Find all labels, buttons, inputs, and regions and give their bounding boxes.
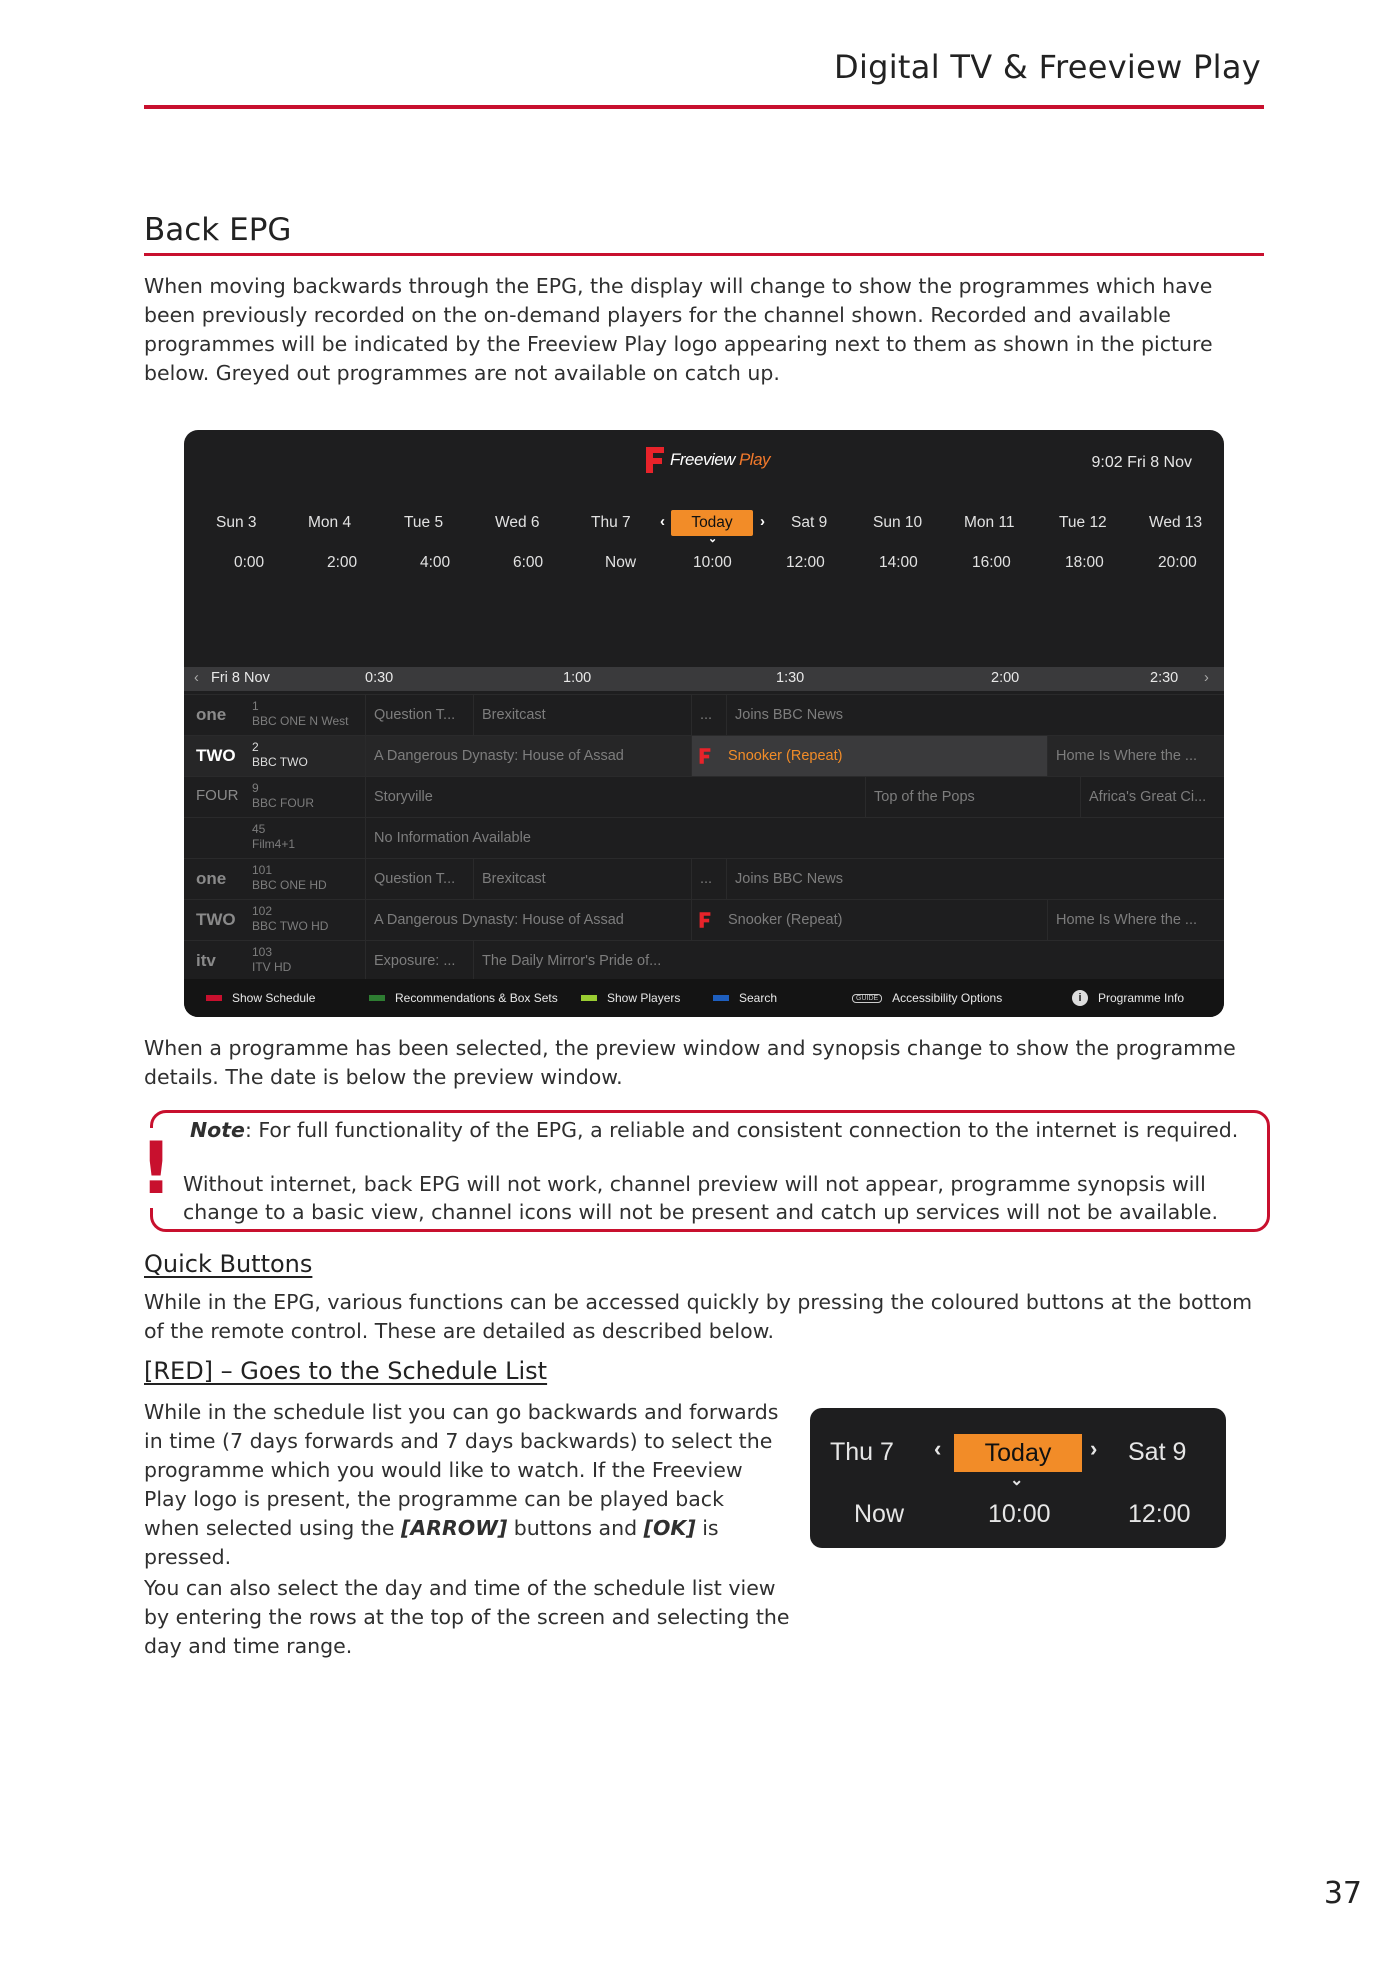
programme-cell[interactable]: Storyville (365, 777, 865, 817)
day-thu7[interactable]: Thu 7 (591, 514, 631, 531)
channel-id: 101 BBC ONE HD (252, 863, 327, 892)
programme-cell[interactable]: Top of the Pops (865, 777, 1080, 817)
chevron-left-icon[interactable]: ‹ (660, 513, 665, 530)
time-1000[interactable]: 10:00 (693, 554, 732, 571)
day-today[interactable]: Today (671, 510, 753, 536)
channel-logo: one (196, 869, 227, 888)
warning-exclamation-icon: ! (139, 1126, 173, 1210)
programme-cell[interactable]: Snooker (Repeat) (691, 900, 1047, 940)
chevron-right-icon[interactable]: › (760, 513, 765, 530)
channel-id: 45 Film4+1 (252, 822, 296, 851)
day-tue5[interactable]: Tue 5 (404, 514, 444, 531)
channel-id: 1 BBC ONE N West (252, 699, 349, 728)
mini-today-pill: Today (954, 1434, 1082, 1472)
logo-text-play: Play (738, 450, 771, 469)
grid-next-icon[interactable]: › (1204, 670, 1209, 686)
section-title: Back EPG (144, 212, 292, 248)
time-1200[interactable]: 12:00 (786, 554, 825, 571)
day-wed6[interactable]: Wed 6 (495, 514, 540, 531)
day-sun3[interactable]: Sun 3 (216, 514, 257, 531)
programme-cell[interactable]: Brexitcast (473, 695, 691, 735)
day-mon4[interactable]: Mon 4 (308, 514, 352, 531)
time-now[interactable]: Now (605, 554, 637, 571)
time-1400[interactable]: 14:00 (879, 554, 918, 571)
programme-cell[interactable]: Question T... (365, 859, 473, 899)
channel-logo: itv (196, 951, 216, 970)
note-line-2: Without internet, back EPG will not work, channel preview will not appear, programme synopsis will change to a basic view, channel icons will not be present and catch up services will not be available. (183, 1172, 1219, 1224)
mini-time-1000: 10:00 (988, 1500, 1051, 1528)
time-2000[interactable]: 20:00 (1158, 554, 1197, 571)
schedule-day-selector-image (810, 1408, 1226, 1548)
mini-time-1200: 12:00 (1128, 1500, 1191, 1528)
note-label: Note (190, 1118, 245, 1142)
grid-date: Fri 8 Nov (211, 670, 270, 686)
programme-cell[interactable]: Joins BBC News (726, 695, 1224, 735)
legend-blue[interactable]: Search (713, 992, 777, 1004)
epg-footer-legend (184, 979, 1224, 1017)
channel-row[interactable] (184, 899, 1224, 940)
legend-yellow[interactable]: Show Players (581, 992, 680, 1004)
logo-text-freeview: Freeview (670, 450, 735, 469)
channel-row[interactable] (184, 776, 1224, 817)
programme-cell[interactable]: The Daily Mirror's Pride of... (473, 941, 1224, 981)
programme-cell[interactable]: ... (691, 859, 726, 899)
programme-cell[interactable]: Home Is Where the ... (1047, 736, 1224, 776)
guide-key-icon: GUIDE (852, 994, 882, 1003)
programme-cell[interactable]: Exposure: ... (365, 941, 473, 981)
channel-id: 9 BBC FOUR (252, 781, 315, 810)
legend-accessibility[interactable]: GUIDE Accessibility Options (852, 992, 1002, 1004)
time-0000[interactable]: 0:00 (234, 554, 265, 571)
channel-row-selected[interactable] (184, 735, 1224, 776)
red-button-paragraph-2: You can also select the day and time of the schedule list view by entering the rows at the top of the screen and selecting the day and time range. (144, 1576, 790, 1658)
programme-cell[interactable]: Joins BBC News (726, 859, 1224, 899)
grid-time: 2:30 (1150, 670, 1179, 686)
channel-row[interactable] (184, 817, 1224, 858)
time-0600[interactable]: 6:00 (513, 554, 544, 571)
chevron-down-icon: ⌄ (708, 533, 718, 545)
programme-cell[interactable]: No Information Available (365, 818, 1224, 858)
day-sat9[interactable]: Sat 9 (791, 514, 828, 531)
day-mon11[interactable]: Mon 11 (964, 514, 1015, 531)
note-line-1: : For full functionality of the EPG, a reliable and consistent connection to the internet is required. (244, 1118, 1239, 1142)
day-tue12[interactable]: Tue 12 (1059, 514, 1107, 531)
intro-paragraph: When moving backwards through the EPG, the display will change to show the programmes which have been previously recorded on the on-demand players for the channel shown. Recorded and available programmes will be indicated by the Freeview Play logo appearing next to them as shown in the picture below. Greyed out programmes are not available on catch up. (144, 274, 1213, 385)
info-icon: i (1072, 990, 1088, 1006)
programme-cell[interactable]: A Dangerous Dynasty: House of Assad (365, 900, 691, 940)
note-text (183, 1116, 1260, 1226)
grid-time: 2:00 (991, 670, 1020, 686)
time-0200[interactable]: 2:00 (327, 554, 358, 571)
after-image-paragraph: When a programme has been selected, the preview window and synopsis change to show the programme details. The date is below the preview window. (144, 1036, 1236, 1089)
programme-cell-selected[interactable]: Snooker (Repeat) (691, 736, 1047, 776)
channel-row[interactable] (184, 694, 1224, 735)
epg-screenshot (184, 430, 1224, 1017)
grid-time-header (184, 667, 1224, 691)
programme-cell[interactable]: Africa's Great Ci... (1080, 777, 1224, 817)
freeview-play-logo (644, 444, 770, 476)
grid-prev-icon[interactable]: ‹ (194, 670, 199, 686)
red-button-paragraph-1: While in the schedule list you can go backwards and forwards in time (7 days forwards and 7 days backwards) to select the programme which you would like to watch. If the Freeview Play logo is present, the programme can be played back when selected using the [ARROW] buttons and [OK] is pressed. (144, 1400, 779, 1569)
epg-clock: 9:02 Fri 8 Nov (1091, 454, 1192, 471)
red-button-title: [RED] – Goes to the Schedule List (144, 1357, 548, 1385)
quick-buttons-title: Quick Buttons (144, 1250, 313, 1278)
freeview-f-icon (698, 747, 712, 765)
channel-row[interactable] (184, 858, 1224, 899)
day-wed13[interactable]: Wed 13 (1149, 514, 1203, 531)
mini-prev-day: Thu 7 (830, 1438, 894, 1466)
programme-cell[interactable]: Home Is Where the ... (1047, 900, 1224, 940)
time-1600[interactable]: 16:00 (972, 554, 1011, 571)
channel-logo: one (196, 705, 227, 724)
programme-cell[interactable]: ... (691, 695, 726, 735)
mini-time-now: Now (854, 1500, 905, 1528)
mini-chevron-down-icon: ⌄ (1010, 1472, 1024, 1489)
channel-id: 103 ITV HD (252, 945, 292, 974)
legend-green[interactable]: Recommendations & Box Sets (369, 992, 558, 1004)
legend-red[interactable]: Show Schedule (206, 992, 315, 1004)
mini-chevron-left-icon: ‹ (934, 1436, 942, 1461)
channel-row[interactable] (184, 940, 1224, 981)
grid-time: 0:30 (365, 670, 394, 686)
yellow-key-icon (581, 995, 597, 1001)
day-sun10[interactable]: Sun 10 (873, 514, 923, 531)
mini-chevron-right-icon: › (1090, 1436, 1098, 1461)
grid-time: 1:30 (776, 670, 805, 686)
programme-cell[interactable]: Question T... (365, 695, 473, 735)
channel-id: 102 BBC TWO HD (252, 904, 329, 933)
grid-time: 1:00 (563, 670, 592, 686)
page-number: 37 (1323, 1876, 1362, 1911)
channel-id: 2 BBC TWO (252, 740, 308, 769)
time-1800[interactable]: 18:00 (1065, 554, 1104, 571)
green-key-icon (369, 995, 385, 1001)
section-rule (144, 253, 1264, 256)
freeview-f-icon (698, 911, 712, 929)
blue-key-icon (713, 995, 729, 1001)
channel-logo: TWO (196, 910, 236, 929)
programme-cell[interactable]: A Dangerous Dynasty: House of Assad (365, 736, 691, 776)
running-header: Digital TV & Freeview Play (834, 48, 1261, 86)
channel-logo: TWO (196, 746, 236, 765)
red-key-icon (206, 995, 222, 1001)
channel-logo: FOUR (196, 787, 239, 804)
header-rule (144, 105, 1264, 109)
freeview-f-icon (644, 445, 666, 475)
legend-info[interactable]: i Programme Info (1072, 992, 1184, 1004)
mini-next-day: Sat 9 (1128, 1438, 1187, 1466)
time-0400[interactable]: 4:00 (420, 554, 451, 571)
quick-buttons-text: While in the EPG, various functions can be accessed quickly by pressing the coloured buttons at the bottom of the remote control. These are detailed as described below. (144, 1290, 1253, 1343)
programme-cell[interactable]: Brexitcast (473, 859, 691, 899)
